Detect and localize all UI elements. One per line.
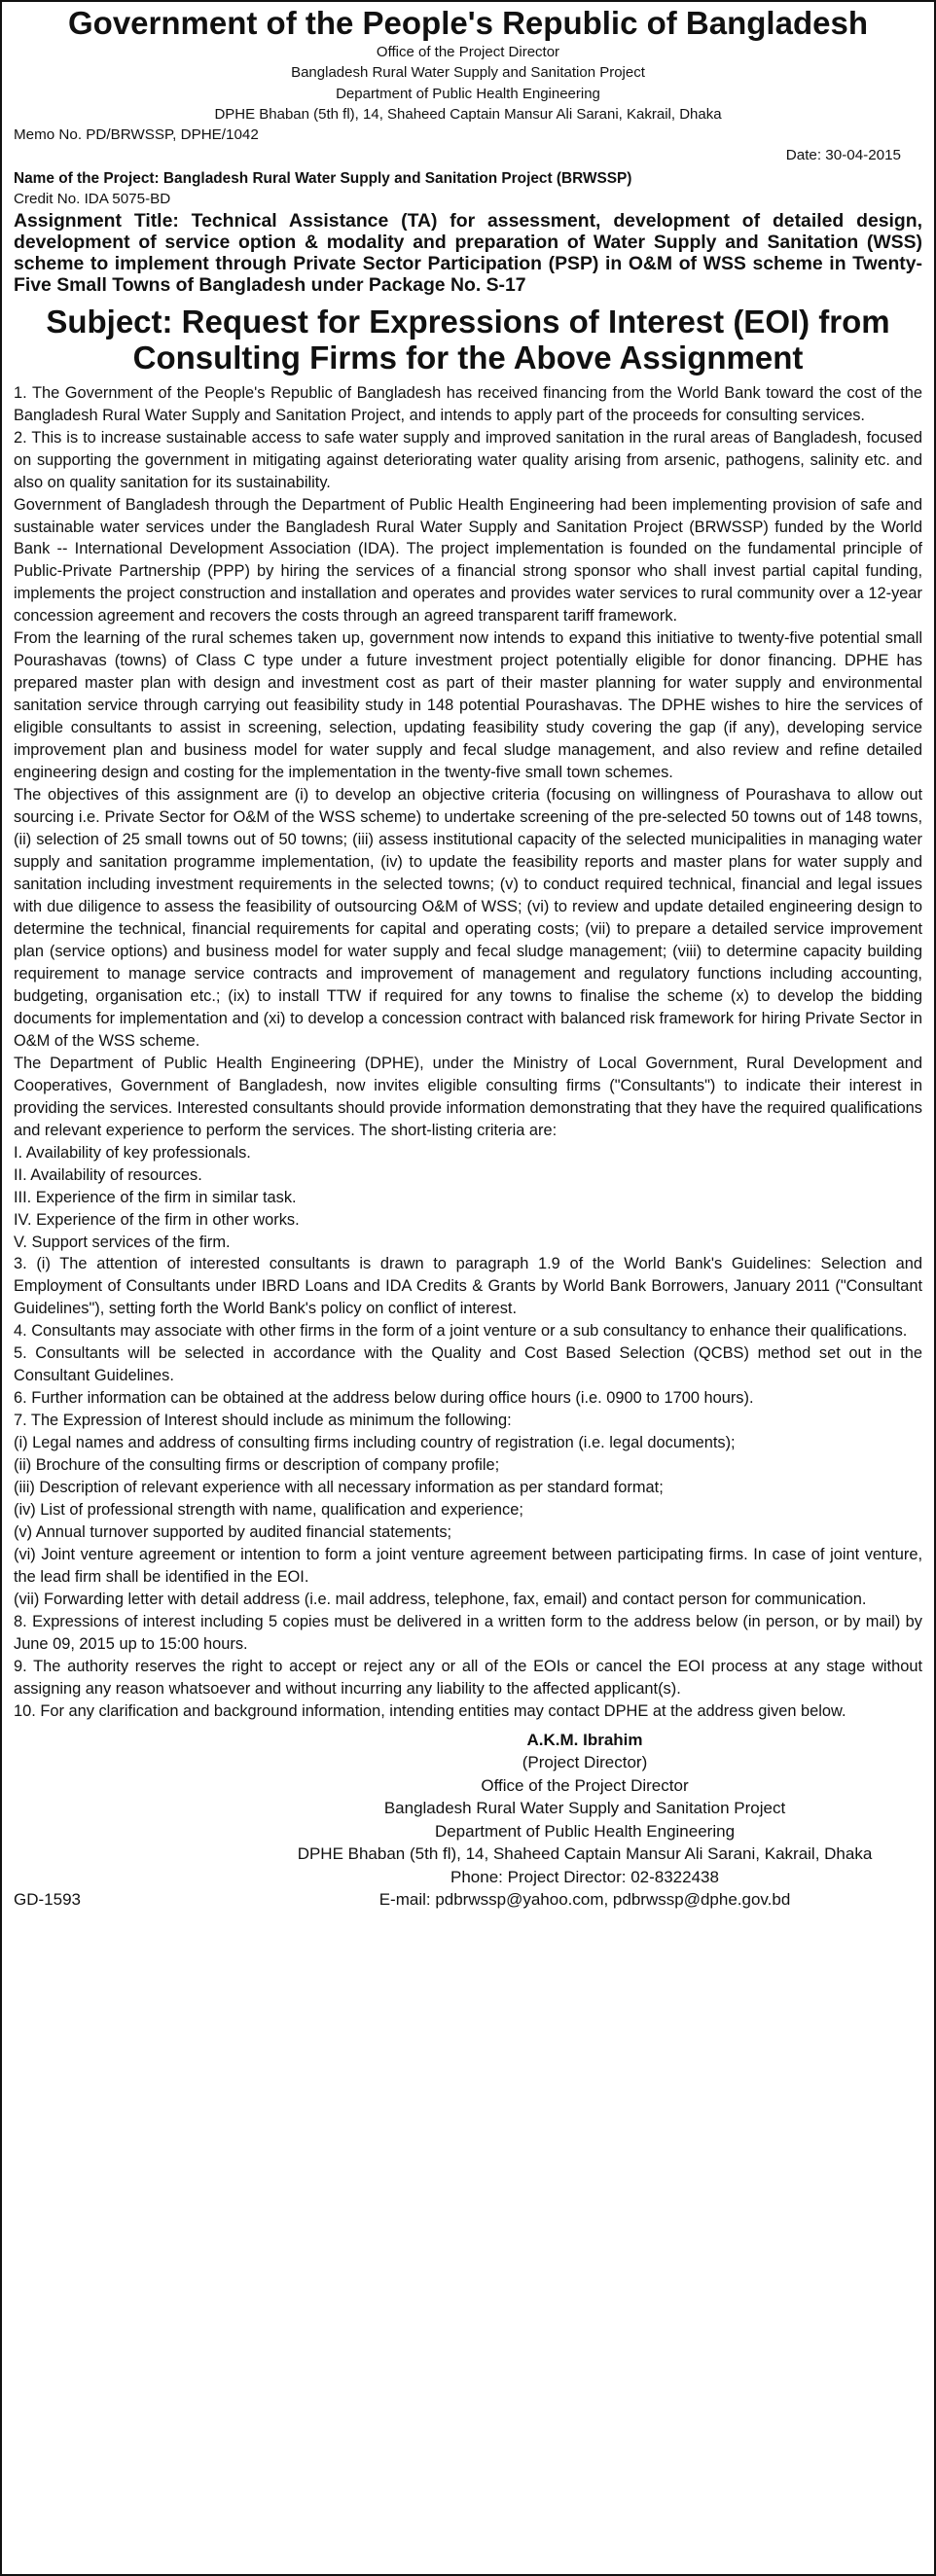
gd-code: GD-1593 — [14, 1889, 81, 1909]
office-line: DPHE Bhaban (5th fl), 14, Shaheed Captain Mansur Ali Sarani, Kakrail, Dhaka — [214, 105, 722, 123]
paragraph-6: 6. Further information can be obtained at the address below during office hours (i.e. 0900 to 1700 hours). — [14, 1389, 754, 1408]
eoi-item: (iv) List of professional strength with name, qualification and experience; — [14, 1501, 523, 1520]
eoi-requirements-list — [14, 1432, 922, 1611]
criteria-item: II. Availability of resources. — [14, 1165, 202, 1184]
criteria-item: V. Support services of the firm. — [14, 1233, 231, 1251]
paragraph-1: 1. The Government of the People's Republic of Bangladesh has received financing from the World Bank toward the cost of the Bangladesh Rural Water Supply and Sanitation Project, and intends to apply part of the proceeds for consulting services. — [14, 383, 922, 424]
paragraph-10: 10. For any clarification and background information, intending entities may contact DPHE at the address given below. — [14, 1701, 846, 1720]
credit-number: Credit No. IDA 5075-BD — [14, 191, 171, 208]
paragraph-7: 7. The Expression of Interest should include as minimum the following: — [14, 1412, 512, 1430]
subject-line-2: Consulting Firms for the Above Assignment — [132, 339, 804, 376]
paragraph-objectives: The objectives of this assignment are (i) to develop an objective criteria (focusing on willingness of Pourashava to allow out sourcing i.e. Private Sector for O&M of the WSS scheme) to undertake screening of the pre-selected 50 towns out of 148 towns, (ii) selection of 25 small towns out of 50 towns; (iii) assess institutional capacity of the selected municipalities in managing water supply and sanitation programme implementation, (iv) to update the feasibility reports and master plans for water supply and sanitation including investment requirements in the selected towns; (v) to conduct required technical, financial and legal issues with due diligence to assess the feasibility of outsourcing O&M of WSS; (vi) to review and update detailed engineering design to determine the technical, financial requirements for capital and operating costs; (vii) to prepare a detailed service improvement plan (service options) and business model for water supply and fecal sludge management; (viii) to determine capacity building requirement to manage service contracts and improvement of management and regulatory functions including accounting, budgeting, organisation etc.; (ix) to install TTW if required for any towns to finalise the scheme (x) to develop the bidding documents for implementation and (xi) to develop a concession contract with balanced risk framework for hiring Private Sector in O&M of the WSS scheme. — [14, 786, 922, 1050]
office-line: Department of Public Health Engineering — [336, 85, 600, 102]
paragraph-5: 5. Consultants will be selected in accordance with the Quality and Cost Based Selection (QCBS) method set out in the Consultant Guidelines. — [14, 1344, 922, 1385]
eoi-item: (iii) Description of relevant experience with all necessary information as per standard format; — [14, 1479, 664, 1497]
eoi-item: (vi) Joint venture agreement or intention to form a joint venture agreement between participating firms. In case of joint venture, the lead firm shall be identified in the EOI. — [14, 1546, 922, 1587]
memo-number: Memo No. PD/BRWSSP, DPHE/1042 — [14, 126, 259, 144]
eoi-item: (v) Annual turnover supported by audited financial statements; — [14, 1523, 452, 1542]
notice-body — [14, 382, 922, 1723]
signatory-name: A.K.M. Ibrahim — [526, 1730, 643, 1749]
subject-heading — [14, 304, 922, 376]
signatory-email: E-mail: pdbrwssp@yahoo.com, pdbrwssp@dphe.gov.bd — [378, 1889, 791, 1909]
office-line: Bangladesh Rural Water Supply and Sanitation Project — [291, 64, 645, 82]
signatory-project: Bangladesh Rural Water Supply and Sanitation Project — [383, 1799, 786, 1818]
office-line: Office of the Project Director — [376, 43, 560, 60]
eoi-item: (vii) Forwarding letter with detail address (i.e. mail address, telephone, fax, email) and contact person for communication. — [14, 1591, 867, 1608]
paragraph-9: 9. The authority reserves the right to accept or reject any or all of the EOIs or cancel the EOI process at any stage without assigning any reason whatsoever and without incurring any liability to the affected applicant(s). — [14, 1657, 922, 1698]
signatory-address: DPHE Bhaban (5th fl), 14, Shaheed Captain Mansur Ali Sarani, Kakrail, Dhaka — [297, 1844, 873, 1864]
signatory-designation: (Project Director) — [522, 1753, 648, 1772]
criteria-item: III. Experience of the firm in similar task. — [14, 1188, 297, 1206]
signature-block — [247, 1729, 922, 1912]
project-name: Name of the Project: Bangladesh Rural Water Supply and Sanitation Project (BRWSSP) — [14, 170, 632, 188]
footer — [14, 1729, 922, 1912]
signatory-office: Office of the Project Director — [481, 1775, 689, 1795]
subject-line-1: Subject: Request for Expressions of Interest (EOI) from — [46, 303, 890, 340]
signatory-department: Department of Public Health Engineering — [434, 1821, 736, 1841]
paragraph-expansion: From the learning of the rural schemes taken up, government now intends to expand this initiative to twenty-five potential small Pourashavas (towns) of Class C type under a future investment project potentially eligible for donor financing. DPHE has prepared master plan with design and investment cost as part of their master planning for water supply and environmental sanitation service through carrying out feasibility study in 148 potential Pourashavas. The DPHE wishes to hire the services of eligible consultants to assist in screening, selection, updating feasibility study covering the gap (if any), developing service improvement plan and business model for water supply and fecal sludge management, and also review and refine detailed engineering design and costing for the implementation in the twenty-five small town schemes. — [14, 629, 922, 782]
criteria-list — [14, 1142, 922, 1254]
paragraph-3: 3. (i) The attention of interested consultants is drawn to paragraph 1.9 of the World Bank's Guidelines: Selection and Employment of Consultants under IBRD Loans and IDA Credits & Grants by World Bank Borrowers, January 2011 ("Consultant Guidelines"), setting forth the World Bank's policy on conflict of interest. — [14, 1255, 922, 1318]
signatory-phone: Phone: Project Director: 02-8322438 — [450, 1867, 719, 1886]
assignment-title: Assignment Title: Technical Assistance (TA) for assessment, development of detailed design, development of service option & modality and preparation of Water Supply and Sanitation (WSS) scheme to implement through Private Sector Participation (PSP) in O&M of WSS scheme in Twenty-Five Small Towns of Bangladesh under Package No. S-17 — [14, 209, 922, 297]
eoi-item: (i) Legal names and address of consulting firms including country of registration (i.e. legal documents); — [14, 1434, 736, 1452]
paragraph-8: 8. Expressions of interest including 5 copies must be delivered in a written form to the address below (in person, or by mail) by June 09, 2015 up to 15:00 hours. — [14, 1612, 922, 1653]
paragraph-2: 2. This is to increase sustainable access to safe water supply and improved sanitation in the rural areas of Bangladesh, focused on supporting the government in mitigating against deteriorating water quality arising from arsenic, pathogens, salinity etc. and also on quality sanitation for its sustainability. — [14, 428, 922, 491]
criteria-item: I. Availability of key professionals. — [14, 1143, 251, 1162]
office-block — [14, 42, 922, 125]
eoi-item: (ii) Brochure of the consulting firms or description of company profile; — [14, 1456, 500, 1475]
criteria-item: IV. Experience of the firm in other works. — [14, 1210, 300, 1229]
government-title: Government of the People's Republic of Bangladesh — [68, 5, 868, 41]
paragraph-background: Government of Bangladesh through the Department of Public Health Engineering had been implementing provision of safe and sustainable water services under the Bangladesh Rural Water Supply and Sanitation Project (BRWSSP) funded by the World Bank -- International Development Association (IDA). The project implementation is founded on the fundamental principle of Public-Private Partnership (PPP) by hiring the services of a financial strong sponsor who shall invest partial capital funding, implements the project construction and installation and operates and provides water services to rural community over a 12-year concession agreement and recovers the costs through an agreed transparent tariff framework. — [14, 495, 922, 626]
notice-date: Date: 30-04-2015 — [785, 147, 901, 164]
paragraph-invitation: The Department of Public Health Engineering (DPHE), under the Ministry of Local Government, Rural Development and Cooperatives, Government of Bangladesh, now invites eligible consulting firms ("Consultants") to indicate their interest in providing the services. Interested consultants should provide information demonstrating that they have the required qualifications and relevant experience to perform the services. The short-listing criteria are: — [14, 1054, 922, 1139]
paragraph-4: 4. Consultants may associate with other firms in the form of a joint venture or a sub consultancy to enhance their qualifications. — [14, 1322, 908, 1341]
